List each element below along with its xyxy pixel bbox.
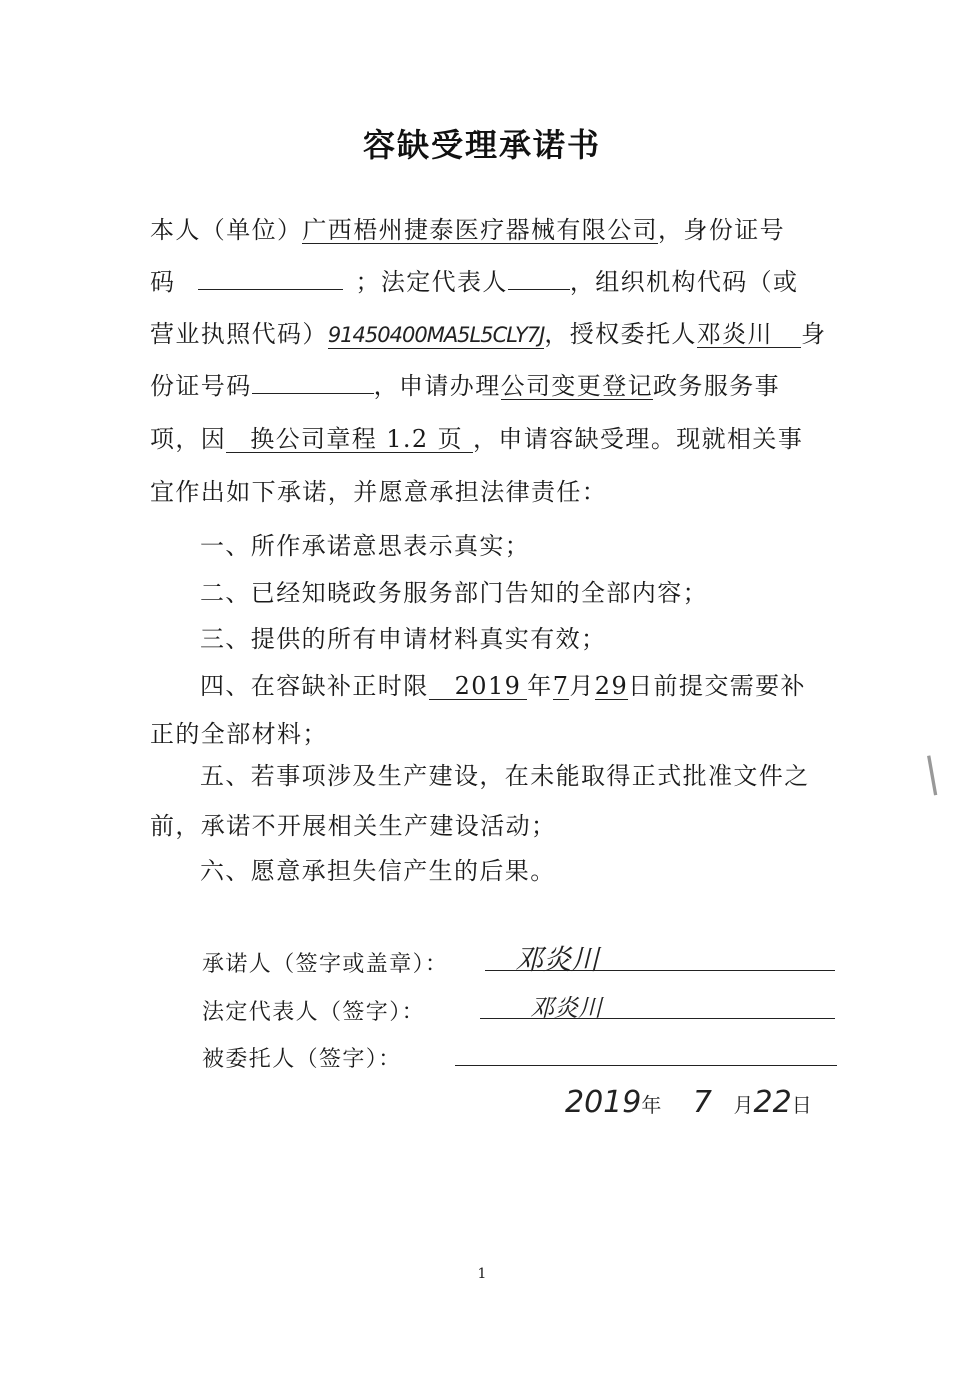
text: 月 bbox=[733, 1093, 754, 1117]
para-line-2 bbox=[150, 267, 798, 297]
text: 码 bbox=[150, 268, 176, 296]
company-name: 广西梧州捷泰医疗器械有限公司 bbox=[302, 216, 659, 244]
text: 身 bbox=[800, 320, 827, 348]
para-line-5 bbox=[150, 424, 803, 454]
text: 年 bbox=[527, 672, 553, 700]
promisor-label: 承诺人（签字或盖章）： bbox=[202, 952, 449, 977]
text: 营业执照代码） bbox=[150, 320, 328, 348]
para-line-4 bbox=[150, 371, 780, 401]
text: 四、在容缺补正时限 bbox=[200, 672, 429, 700]
text: 日 bbox=[791, 1093, 812, 1117]
item-4-cont: 正的全部材料； bbox=[150, 720, 328, 748]
agent-signature-line bbox=[455, 1065, 837, 1066]
item-5-cont: 前，承诺不开展相关生产建设活动； bbox=[150, 812, 557, 840]
text: 政务服务事 bbox=[653, 372, 781, 400]
para-line-3 bbox=[150, 319, 826, 349]
legal-rep-blank bbox=[508, 269, 570, 290]
date-year: 2019 bbox=[565, 1085, 642, 1120]
text: ，授权委托人 bbox=[544, 320, 697, 348]
date-month: 7 bbox=[692, 1085, 712, 1120]
item-5: 五、若事项涉及生产建设，在未能取得正式批准文件之 bbox=[200, 762, 810, 790]
text: 月 bbox=[569, 672, 595, 700]
credit-code: 91450400MA5L5CLY7J bbox=[327, 323, 545, 347]
text: ，身份证号 bbox=[658, 216, 786, 244]
scan-mark: | bbox=[921, 749, 943, 797]
legal-rep-signature: 邓炎川 bbox=[530, 994, 602, 1022]
para-line-1 bbox=[150, 215, 785, 245]
item-3: 三、提供的所有申请材料真实有效； bbox=[200, 625, 607, 653]
text: ，申请办理 bbox=[373, 372, 501, 400]
page-number: 1 bbox=[477, 1266, 487, 1282]
text: ；法定代表人 bbox=[355, 268, 508, 296]
promisor-signature: 邓炎川 bbox=[515, 943, 600, 976]
agent-name: 邓炎川 bbox=[697, 321, 801, 348]
deadline-day: 29 bbox=[594, 672, 629, 700]
text: 项，因 bbox=[150, 425, 227, 453]
document-title: 容缺受理承诺书 bbox=[362, 126, 601, 164]
text: ，申请容缺受理。现就相关事 bbox=[473, 425, 804, 453]
item-4 bbox=[200, 671, 806, 701]
item-6: 六、愿意承担失信产生的后果。 bbox=[200, 857, 556, 885]
text: 份证号码 bbox=[150, 372, 252, 400]
date-day: 22 bbox=[753, 1085, 792, 1120]
item-1: 一、所作承诺意思表示真实； bbox=[200, 532, 531, 560]
text: 日前提交需要补 bbox=[628, 672, 806, 700]
deadline-month: 7 bbox=[552, 672, 570, 700]
text: 本人（单位） bbox=[150, 216, 303, 244]
item-2: 二、已经知晓政务服务部门告知的全部内容； bbox=[200, 579, 708, 607]
deadline-year: 2019 bbox=[429, 673, 528, 700]
agent-id-blank bbox=[252, 373, 374, 394]
legal-rep-label: 法定代表人（签字）： bbox=[202, 1000, 426, 1025]
id-number-blank bbox=[198, 269, 343, 290]
para-line-6: 宜作出如下承诺，并愿意承担法律责任： bbox=[150, 478, 608, 506]
sign-date bbox=[565, 1085, 812, 1120]
agent-sign-label: 被委托人（签字）： bbox=[202, 1047, 402, 1072]
text: 年 bbox=[641, 1093, 662, 1117]
matter-name: 公司变更登记 bbox=[500, 372, 654, 400]
reason: 换公司章程 1.2 页 bbox=[226, 426, 473, 453]
text: ，组织机构代码（或 bbox=[569, 268, 799, 296]
